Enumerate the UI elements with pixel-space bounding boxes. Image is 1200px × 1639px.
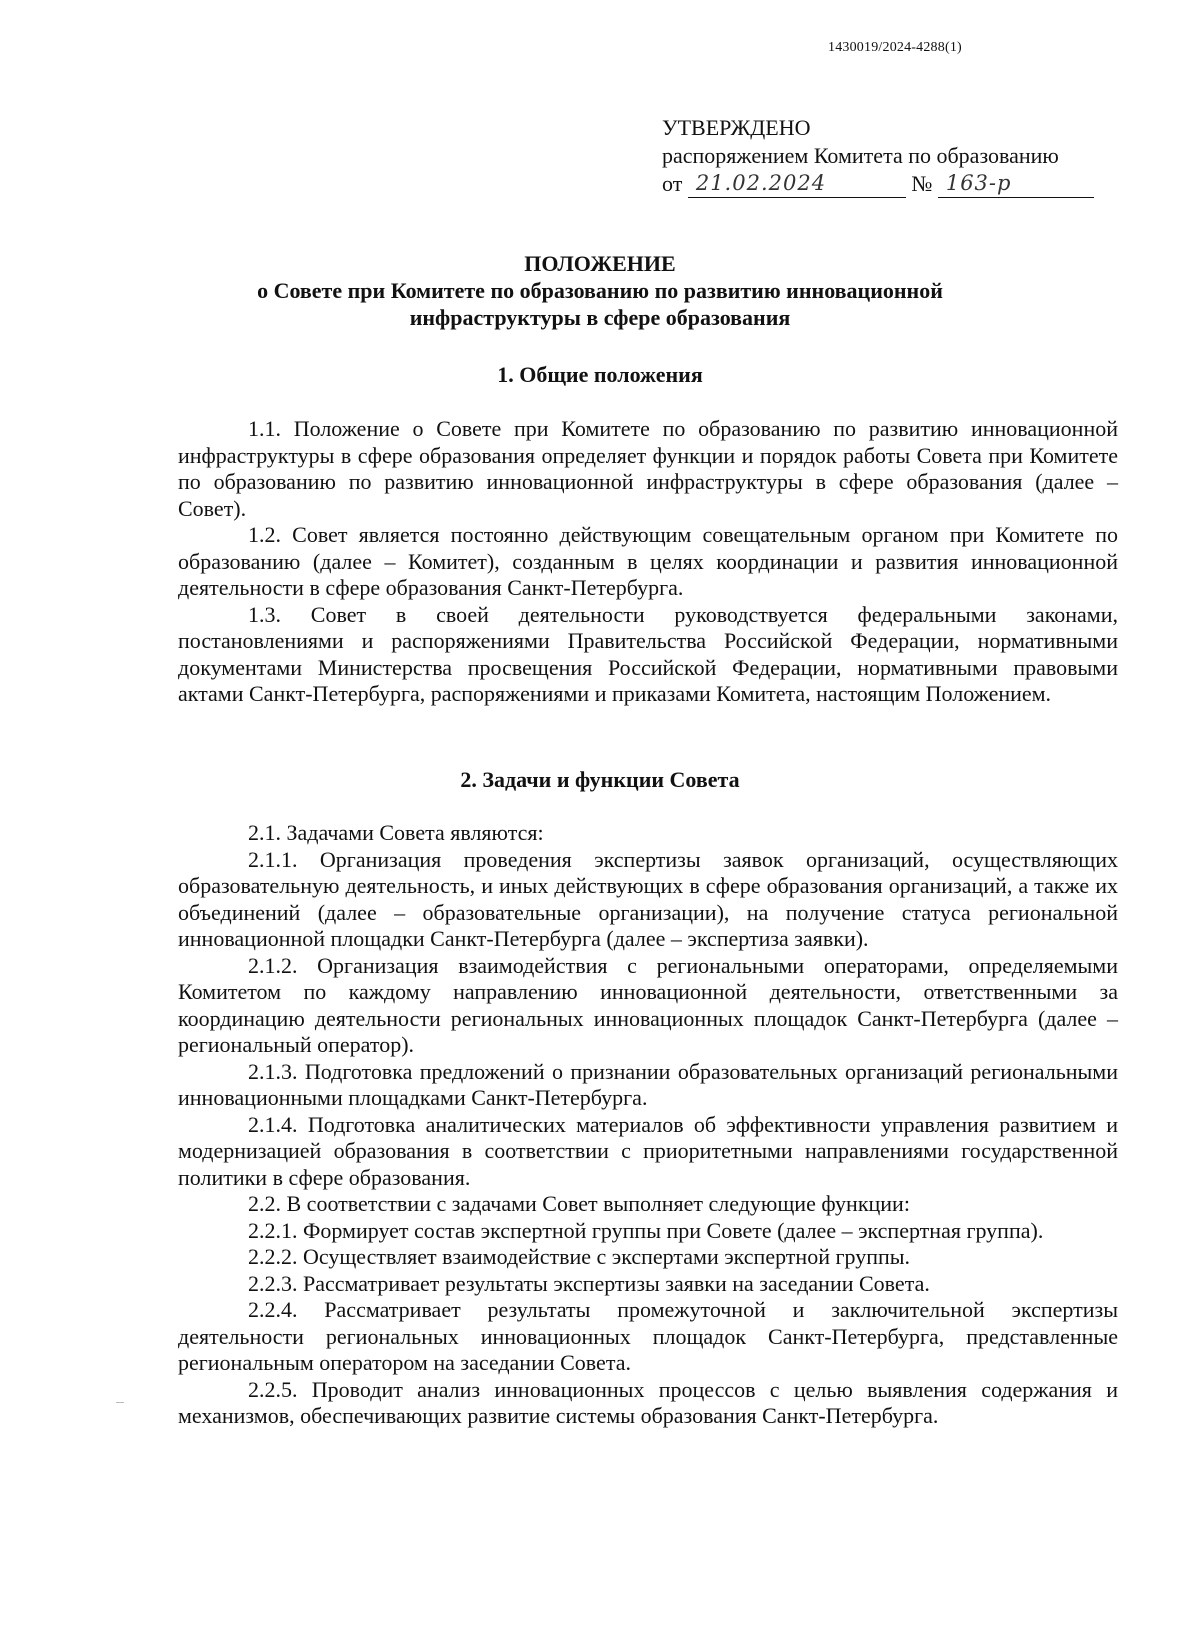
paragraph-2-1-3: 2.1.3. Подготовка предложений о признании образовательных организаций региональными инновационными площадками Санкт-Петербурга. [178, 1058, 1118, 1110]
paragraph-2-1: 2.1. Задачами Совета являются: [248, 820, 544, 845]
date-prefix: от [662, 171, 683, 196]
number-prefix: № [911, 171, 933, 196]
paragraph-2-2-1: 2.2.1. Формирует состав экспертной группы при Совете (далее – экспертная группа). [248, 1217, 1044, 1243]
paragraph-1-1: 1.1. Положение о Совете при Комитете по образованию по развитию инновационной инфраструктуры в сфере образования определяет функции и порядок работы Совета при Комитете по образованию по развитию инновационной инфраструктуры в сфере образования (далее – Совет). [178, 416, 1118, 521]
handwritten-number: 163-р [945, 171, 1012, 195]
date-underline-field [688, 171, 906, 198]
section-1-body [178, 416, 1118, 708]
document-title-block [0, 250, 1200, 331]
paragraph-2-2-3: 2.2.3. Рассматривает результаты экспертизы заявки на заседании Совета. [248, 1270, 930, 1296]
document-registration-number: 1430019/2024-4288(1) [828, 40, 962, 55]
paragraph-1-3: 1.3. Совет в своей деятельности руководствуется федеральными законами, постановлениями и распоряжениями Правительства Российской Федерации, нормативными документами Министерства просвещения Российской Федерации, нормативными правовыми актами Санкт-Петербурга, распоряжениями и приказами Комитета, настоящим Положением. [178, 601, 1118, 706]
paragraph-2-2-5: 2.2.5. Проводит анализ инновационных процессов с целью выявления содержания и механизмов, обеспечивающих развитие системы образования Санкт-Петербурга. [178, 1376, 1118, 1428]
document-subtitle-line-1: о Совете при Комитете по образованию по развитию инновационной [257, 278, 943, 303]
document-title: ПОЛОЖЕНИЕ [524, 251, 676, 276]
number-underline-field [938, 171, 1094, 198]
paragraph-2-1-1: 2.1.1. Организация проведения экспертизы заявок организаций, осуществляющих образовательную деятельность, и иных действующих в сфере образования организаций, а также их объединений (далее – образовательные организации), на получение статуса региональной инновационной площадки Санкт-Петербурга (далее – экспертиза заявки). [178, 846, 1118, 951]
document-subtitle-line-2: инфраструктуры в сфере образования [409, 305, 791, 330]
section-2-body [178, 820, 1118, 1430]
approval-order-line: распоряжением Комитета по образованию [662, 143, 1059, 168]
approval-stamp-block [662, 114, 1102, 198]
section-2-heading: 2. Задачи и функции Совета [460, 767, 740, 792]
paragraph-2-2-4: 2.2.4. Рассматривает результаты промежуточной и заключительной экспертизы деятельности региональных инновационных площадок Санкт-Петербурга, представленные региональным оператором на заседании Совета. [178, 1297, 1118, 1375]
paragraph-2-1-4: 2.1.4. Подготовка аналитических материалов об эффективности управления развитием и модернизацией образования в соответствии с приоритетными направлениями государственной политики в сфере образования. [178, 1111, 1118, 1190]
paragraph-2-1-2: 2.1.2. Организация взаимодействия с региональными операторами, определяемыми Комитетом по каждому направлению инновационной деятельности, ответственными за координацию деятельности региональных инновационных площадок Санкт-Петербурга (далее – региональный оператор). [178, 952, 1118, 1057]
scan-margin-mark [116, 1402, 124, 1403]
paragraph-2-2-2: 2.2.2. Осуществляет взаимодействие с экспертами экспертной группы. [248, 1244, 911, 1269]
paragraph-2-2: 2.2. В соответствии с задачами Совет выполняет следующие функции: [248, 1191, 910, 1216]
approval-date-number-line [662, 170, 1102, 198]
section-1-heading: 1. Общие положения [497, 362, 703, 387]
paragraph-1-2: 1.2. Совет является постоянно действующим совещательным органом при Комитете по образованию (далее – Комитет), созданным в целях координации и развития инновационной деятельности в сфере образования Санкт-Петербурга. [178, 522, 1118, 600]
approval-title: УТВЕРЖДЕНО [662, 115, 811, 140]
handwritten-date: 21.02.2024 [695, 171, 827, 195]
